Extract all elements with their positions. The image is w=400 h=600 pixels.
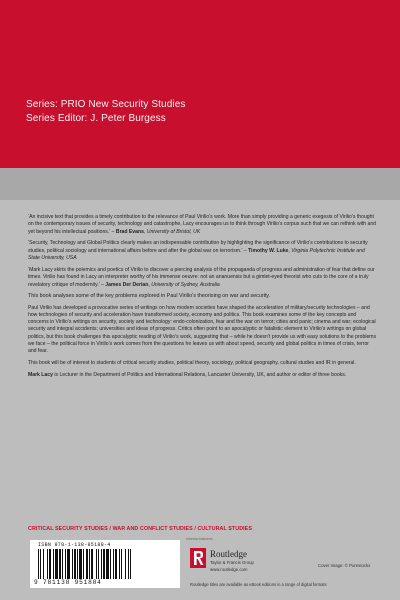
- grey-divider-strip: [0, 168, 400, 200]
- reviewer-affiliation: Virginia Polytechnic Institute and State University, USA: [28, 247, 365, 262]
- review-text: ‘An incisive text that provides a timely contribution to the relevance of Paul Virilio’s work. More than simply providing a generic exegesis of Virilio’s thought on the contemporary issues of security, technology and catastrophe, Lacy encourages us to think through Virilio’s corpus such that we can rethink with and yet beyond his intellectual positions.’ –: [28, 214, 376, 235]
- isbn-label: ISBN 978-1-138-95188-4: [38, 542, 111, 548]
- publisher-url: www.routledge.com: [210, 567, 248, 572]
- red-header-band: [0, 0, 400, 168]
- subject-categories: CRITICAL SECURITY STUDIES / WAR AND CONFLICT STUDIES / CULTURAL STUDIES: [28, 526, 252, 532]
- barcode-box: [30, 540, 180, 588]
- reviewer-name: James Der Derian: [105, 281, 149, 288]
- publisher-group: Taylor & Francis Group: [210, 560, 254, 565]
- description-audience: This book will be of interest to students of critical security studies, political theory, sociology, political geography, cultural studies and IR in general.: [28, 360, 356, 367]
- reviewer-name: Brad Evans: [115, 228, 144, 235]
- reviewer-affiliation: University of Bristol, UK: [146, 228, 201, 235]
- series-name: Series: PRIO New Security Studies: [26, 99, 186, 110]
- publisher-name: Routledge: [210, 549, 247, 559]
- cover-image-credit: Cover image: © Purestockx: [318, 563, 371, 568]
- review-text: ‘Security, Technology and Global Politics clearly makes an indispensable contribution by highlighting the significance of Virilio’s contributions to security studies, political sociology and international affairs before and after the global war on terrorism.’ –: [28, 240, 368, 254]
- reviewer-name: Timothy W. Luke: [248, 247, 289, 254]
- description-intro: This book analyses some of the key problems explored in Paul Virilio’s theorising on war and security.: [28, 293, 271, 300]
- author-bio-text: is Lecturer in the Department of Politics and International Relations, Lancaster University, UK, and author or editor of three books.: [54, 372, 347, 379]
- reviewer-affiliation: University of Sydney, Australia: [151, 281, 220, 288]
- review-quote: ‘An incisive text that provides a timely contribution to the relevance of Paul Virilio’s work. More than simply providing a generic exegesis of Virilio’s thought on the contemporary issues of security, technology and catastrophe, Lacy encourages us to think through Virilio’s corpus such that we can rethink with and yet beyond his intellectual positions.’ – Brad Evans, University of Bristol, UK: [28, 214, 376, 235]
- barcode-image: [38, 549, 172, 579]
- author-bio: [28, 372, 378, 379]
- review-quote: ‘Mark Lacy skirts the polemics and poetics of Virilio to discover a piercing analysis of the propaganda of progress and administration of fear that define our times. Virilio has found in Lacy an interpreter worthy of his immense oeuvre: not an ananuensis but a gimlet-eyed theorist who cuts to the core of a truly revelatory critique of modernity.’ – James Der Derian, University of Sydney, Australia: [28, 266, 375, 288]
- author-name: Mark Lacy: [28, 372, 53, 379]
- blurb-content: [28, 214, 378, 384]
- description-body: Paul Virilio has developed a provocative series of writings on how modern societies have shaped the acceleration of military/security technologies – and how technologies of security and acceleration have transformed society, economy and politics. This book examines some of the key concepts and concerns in Virilio’s writings on security, society and technology: endo-colonization, fear and the war on terror; cities and panic; cinema and war; ecological security and integral accidents; universities and ideas of progress. Critics often point to an apocalyptic or fatalistic element to Virilio’s writings on global politics, but this book challenges this apocalyptic reading of Virilio’s work, suggesting that – while he doesn’t provide us with easy solutions to the problems we face – the political force in Virilio’s work comes from the questions he leaves us with about speed, security and global politics in times of crisis, terror and fear.: [28, 304, 377, 355]
- series-editor: Series Editor: J. Peter Burgess: [26, 113, 166, 124]
- review-quote: ‘Security, Technology and Global Politics clearly makes an indispensable contribution by highlighting the significance of Virilio’s contributions to security studies, political sociology and international affairs before and after the global war on terrorism.’ – Timothy W. Luke, Virginia Polytechnic Institute and State University, USA: [28, 240, 368, 262]
- informa-label: informa business: [186, 537, 213, 541]
- barcode-digits: 9 781138 951884: [34, 579, 102, 586]
- routledge-logo-icon: [190, 548, 206, 568]
- ebook-note: Routledge titles are available as eBook editions in a range of digital formats: [190, 582, 327, 587]
- review-text: ‘Mark Lacy skirts the polemics and poetics of Virilio to discover a piercing analysis of the propaganda of progress and administration of fear that define our times. Virilio has found in Lacy an interpreter worthy of his immense oeuvre: not an ananuensis but a gimlet-eyed theorist who cuts to the core of a truly revelatory critique of modernity.’ –: [28, 266, 375, 288]
